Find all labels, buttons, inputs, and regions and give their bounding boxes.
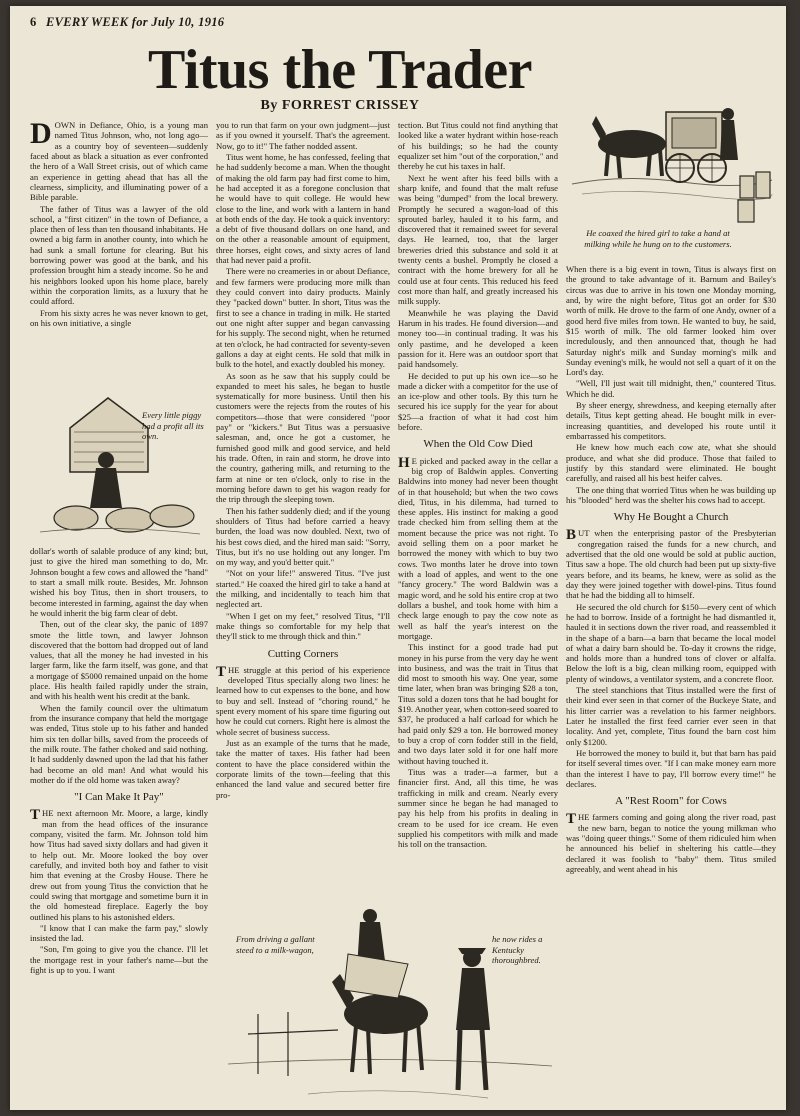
running-head-title: EVERY WEEK for July 10, 1916 <box>46 15 225 29</box>
horse-rider-illustration <box>228 894 552 1108</box>
paragraph: Meanwhile he was playing the David Harum in his trades. He found diversion—and money too—in continual trading. It was his only pastime, and he developed a keen passion for it. Here was an outdoor sport that paid handsomely. <box>398 307 558 370</box>
paragraph: The steel stanchions that Titus installed were the first of their kind ever seen in that corner of the Buckeye State, and his litter carrier was a revelation to his farmer neighbors. Later he installed the first feed carrier ever seen in that locality. And yet, complete, Titus found the barn cost him only $1200. <box>566 685 776 747</box>
paragraph: Titus went home, he has confessed, feeling that he had suddenly become a man. When the thought of making the old farm pay had first come to him, he had accepted it as a foregone conclusion that he would have to quit college. He would hew close to the line, and work with a lantern in hand at both ends of the day. He took a quick inventory: a debt of five thousand dollars on one hand, and on the other a reasonable amount of equipment, three horses, eight cows, and sixty acres of land that had never paid a profit. <box>216 151 390 266</box>
subhead-can-make-it-pay: "I Can Make It Pay" <box>74 791 164 804</box>
initial-letter: T <box>566 811 577 828</box>
paragraph: He knew how much each cow ate, what she should produce, and what she did produce. Those that failed to justify by this standard were eliminated. He bought carefully, and raised all his best heifer calves. <box>566 442 776 484</box>
paragraph: As soon as he saw that his supply could be expanded to meet his sales, he began to hustle systematically for more business. Until then his customers were the rejects from the routes of his competitors—those that were considered "poor pay" or "kickers." But Titus was a persuasive salesman, and, once he got a customer, he furnished good milk and good service, and held his trade. Often, in rain and storm, he drove into the country, gathering milk, and returning to the farm at nine or ten o'clock, only to rise in the morning before dawn to get his wagon ready for the trip through the sleeping town. <box>216 370 390 505</box>
paragraph: Then his father suddenly died; and if the young shoulders of Titus had before carried a heavy burden, the load was now doubled. Next, two of his best cows died, and the hired man said: "Sorry, Titus, but it's no use holding out any longer. I'm on my way, and you'd better quit." <box>216 505 390 568</box>
column-2 <box>216 120 390 890</box>
piggy-illustration <box>30 368 208 544</box>
initial-letter: B <box>566 527 577 544</box>
column-4 <box>566 264 776 1106</box>
column-3 <box>398 120 558 890</box>
initial-letter: T <box>30 807 41 824</box>
paragraph: There were no creameries in or about Defiance, and few farmers were producing more milk than they could convert into dairy products. Mainly they "packed down" butter. In short, Titus was the first to see a chance in trading in milk. He started out one night after supper and began canvassing for his supply. The second night, when he returned at ten o'clock, he had contracted for seventy-seven gallons a day at eight cents. He sold that milk in bulk to the hotel, and exactly doubled his money. <box>216 266 390 370</box>
paragraph: When the family council over the ultimatum from the insurance company that held the mortgage was ended, Titus stole up to his father and handed him six ten dollar bills, saved from the proceeds of the milk route. The father choked and said nothing. It had suddenly dawned upon the lad that his father had become an old man! And what would his mother do if the old home was taken away? <box>30 702 208 785</box>
subhead-rest-room: A "Rest Room" for Cows <box>615 795 727 808</box>
initial-letter: H <box>398 454 410 471</box>
subhead-cutting-corners: Cutting Corners <box>267 647 339 660</box>
subhead-church: Why He Bought a Church <box>613 511 729 524</box>
milk-wagon-illustration <box>562 64 776 232</box>
byline: By FORREST CRISSEY <box>260 98 420 113</box>
paragraph: The father of Titus was a lawyer of the old school, a "first citizen" in the town of Defiance, a place then of less than ten thousand inhabitants. He owned a big farm in another county, into which he had sunk a small fortune for clearing. But his borrowing power was good at the bank, and his profession brought him a steady income. So he and his neighbors looked upon his home place, barely within the corporation limits, as a luxury that he could afford. <box>30 203 208 307</box>
column-1-bottom <box>30 546 208 1106</box>
paragraph: Just as an example of the turns that he made, take the matter of taxes. His father had been content to have the place considered within the corporate limits of the town—feeling that this enhanced the land value and secured better fire pro- <box>216 738 390 800</box>
paragraph: H E picked and packed away in the cellar a big crop of Baldwin apples. Converting Baldwins into money had never been thought of in that household; but when the two cows died, Titus, in his dilemma, had turned to these apples. His instinct for making a good trade checked him from selling them at the moment because the price was not right. To avoid selling them on a poor market he borrowed the money with which to buy two cows. Two months later he drove into town with a load of apples, and went to the one "fancy grocery." The word Baldwin was a magic word, and he sold his entire crop at two dollars a bushel, and took home with him a check large enough to pay the cow note as well as half the year's interest on the mortgage. <box>398 454 558 641</box>
paragraph: From his sixty acres he was never known to get, on his own initiative, a single <box>30 307 208 328</box>
page-number: 6 <box>30 15 37 29</box>
paragraph: "I know that I can make the farm pay," slowly insisted the lad. <box>30 922 208 944</box>
paragraph: BUT when the enterprising pastor of the Presbyterian congregation raised the funds for a new church, and advertised that the old one would be sold at public auction, Titus saw a hope. The old church had been put up sixty-five years before, and its beams, he knew, were as solid as the day they were joined together with dowel-pins. Titus found that he had the bidding all to himself. <box>566 527 776 601</box>
opening-paragraph: DOWN in Defiance, Ohio, is a young man named Titus Johnson, who, not long ago—as a country boy of seventeen—suddenly faced about as black a situation as ever confronted the hero of a Wall Street crisis, out of which came an experience in getting ahead that has all the clearness, simplicity, and illuminating power of a Bible parable. <box>30 120 208 203</box>
paragraph: Titus was a trader—a farmer, but a financier first. And, all this time, he was trafficking in milk and cream. Nearly every summer since he began he had managed to pay his help from his profits in dealing in cream to be used for ice cream. He even supplied his competitors with milk and made his toll on the transaction. <box>398 766 558 850</box>
article-title: Titus the Trader <box>147 39 533 101</box>
paragraph: "Son, I'm going to give you the chance. I'll let the mortgage rest in your father's name—but the fight is up to you. I want <box>30 944 208 976</box>
paragraph: THE farmers coming and going along the river road, past the new barn, began to notice the young milkman who was "doing queer things." Some of them ridiculed him when he announced his belief in sheltering his cattle—they declared it was foolish to "baby" them. Titus smiled agreeably, and went ahead in his <box>566 811 776 874</box>
paragraph: This instinct for a good trade had put money in his purse from the very day he went into business, and was the trait in Titus that did most to smooth his way. One year, some time later, when bran was bringing $28 a ton, Titus sold a dozen tons that he had bought for $19. Another year, when cotton-seed soared to $37, he produced a half carload for which he had paid only $29 a ton. He borrowed money to buy a crop of corn fodder still in the field, and two days later sold it for one half more without having touched it. <box>398 642 558 766</box>
paragraph: "Not on your life!" answered Titus. "I've just started." He coaxed the hired girl to take a hand at the milking, and incidentally to teach him that neglected art. <box>216 568 390 610</box>
caption-milking: He coaxed the hired girl to take a hand at milking while he hung on to the customers. <box>584 228 732 249</box>
paragraph: you to run that farm on your own judgment—just as if you owned it yourself. That's the agreement. Now, go to it!" The father nodded assent. <box>216 120 390 151</box>
paragraph: By sheer energy, shrewdness, and keeping eternally after details, Titus kept getting ahead. He bought milk in ever-increasing quantities, and developed his route until it embarrassed his competitors. <box>566 400 776 441</box>
column-1-top <box>30 120 208 368</box>
paragraph: dollar's worth of salable produce of any kind; but, just to give the hired man something to do, Mr. Johnson bought a few cows and allowed the "hand" to start a small milk route. Besides, Mr. Johnson wished his boy Titus, then in short trousers, to become interested in farming, against the day when he would inherit the big farm clear of debt. <box>30 546 208 618</box>
caption-driving-left: From driving a gallant steed to a milk-wagon, <box>236 934 315 955</box>
paragraph: tection. But Titus could not find anything that looked like a water hydrant within hose-reach of his buildings; so he had the county equalizer set him "out of the corporation," and thereby he cut his taxes in half. <box>398 120 558 172</box>
paragraph: "Well, I'll just wait till midnight, then," countered Titus. Which he did. <box>566 378 776 399</box>
paragraph: When there is a big event in town, Titus is always first on the ground to take advantage of it. Barnum and Bailey's circus was due to arrive in his town one Monday morning, and, by wire the night before, Titus got an order for $30 worth of milk. He drove to the farm of one Andy, owner of a good herd five miles from town. He wanted to buy, he said, $15 worth of milk. The old farmer looked him over incredulously, and then announced that, though he had Saturday night's milk and Sunday morning's milk and Sunday evening's milk, he would not sell a quart of it on the Lord's day. <box>566 264 776 378</box>
caption-driving-right: he now rides a Kentucky thoroughbred. <box>492 934 543 966</box>
running-head <box>30 15 224 30</box>
paragraph: Next he went after his feed bills with a sharp knife, and found that the malt refuse was being "dumped" from the local brewery. Promptly he secured a wagon-load of this sprouted barley, hauled it to his farm, and discovered that it remained sweet for several days. He learned, too, that the larger breweries dried this substance and sold it at twenty cents a bushel. Promptly he closed a contract with the home brewery for all he could use at four cents. This reduced his feed cost more than half, and greatly increased his milk supply. <box>398 172 558 307</box>
paragraph: He secured the old church for $150—every cent of which he had to borrow. Inside of a fortnight he had dismantled it, hauled it in sections down the river road, and reassembled it in the shape of a barn—a barn that became the local model of what a dairy barn should be. To-day it crowns the ridge, and holds more than a hundred tons of clover or alfalfa. Below the loft is a big, clean milking room, equipped with plenty of windows, a ventilator system, and a concrete floor. <box>566 601 776 684</box>
paragraph: "When I get on my feet," resolved Titus, "I'll make things so comfortable for my help that they'll stick to me through thick and thin." <box>216 610 390 642</box>
paragraph: Then, out of the clear sky, the panic of 1897 smote the little town, and lawyer Johnson discovered that the bottom had dropped out of land values, that all the money he had invested in his larger farm, like the farm itself, was gone, and that a mortgage of $5000 remained unpaid on the home place. His health failed rapidly under the strain, and with his health went his credit at the bank. <box>30 619 208 702</box>
initial-letter: T <box>216 663 227 680</box>
paragraph: THE struggle at this period of his experience developed Titus specially along two lines: he learned how to cut expenses to the bone, and how to buy and sell. Instead of "choring round," he spent every moment of his spare time figuring out how he could cut corners. Right here is almost the whole secret of business success. <box>216 663 390 737</box>
magazine-page <box>10 6 786 1110</box>
paragraph: He borrowed the money to build it, but that barn has paid for itself several times over. "If I can make money earn more than the interest I have to pay, I'll borrow every time!" he declares. <box>566 747 776 789</box>
paragraph: The one thing that worried Titus when he was building up his "blooded" herd was the shelter his cows had to accept. <box>566 484 776 505</box>
caption-piggy: Every little piggy had a profit all its own. <box>142 410 204 442</box>
subhead-old-cow: When the Old Cow Died <box>423 438 533 451</box>
paragraph: THE next afternoon Mr. Moore, a large, kindly man from the head offices of the insurance company, visited the farm. Mr. Johnson told him how Titus had saved sixty dollars and had given it to help out. Mr. Moore looked the boy over carefully, and invited both boy and father to visit him that evening at the Crosby House. There he drew out from young Titus the conviction that he could swing that mortgage and sometime burn it in the old homestead fireplace. Eagerly the boy outlined his plans to his astonished elders. <box>30 807 208 922</box>
paragraph: He decided to put up his own ice—so he made a dicker with a competitor for the use of an ice-plow and other tools. By this turn he secured his ice supply for the year for about $25—a fraction of what it had cost him before. <box>398 370 558 433</box>
drop-cap: D <box>30 120 52 150</box>
